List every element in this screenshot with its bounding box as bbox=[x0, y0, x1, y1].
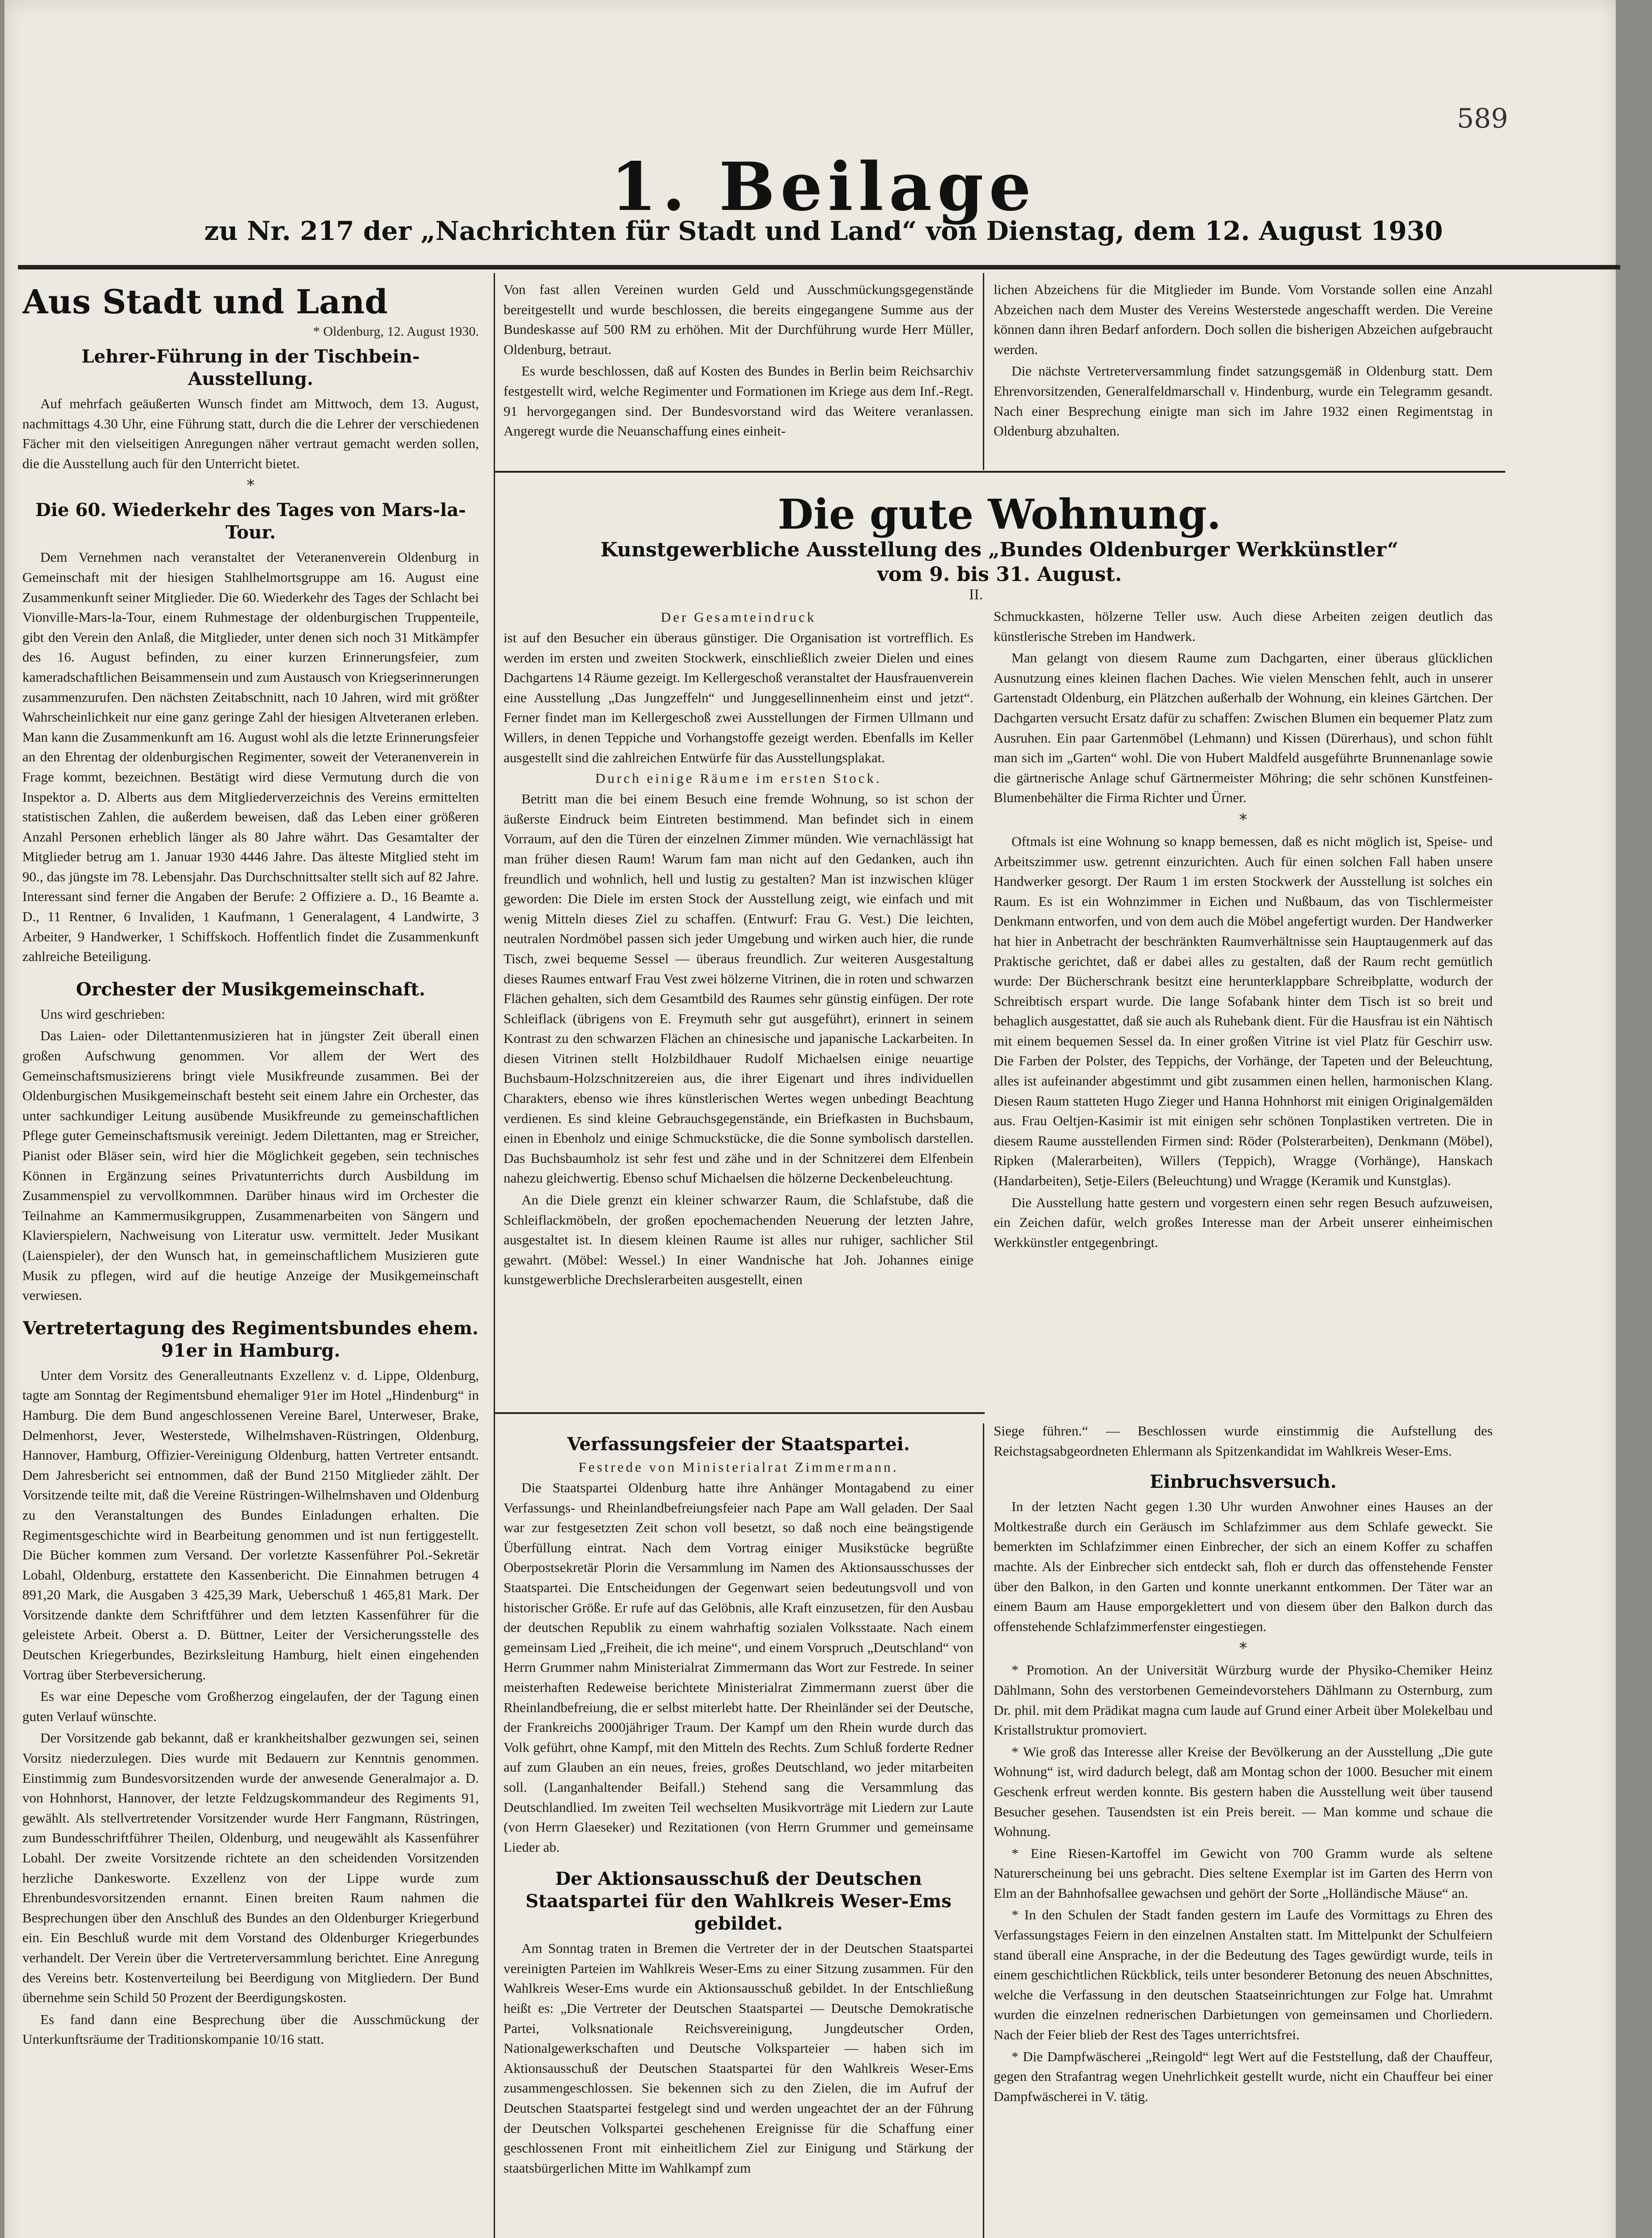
article-paragraph: Von fast allen Vereinen wurden Geld und Ausschmückungsgegenstände bereitgestellt und wurde beschlossen, die bereits eingegangene Summe aus der Bundeskasse auf 500 RM zu erhöhen. Mit der Durchführung wurde Herr Müller, Oldenburg, betraut. bbox=[504, 282, 973, 357]
feature-part-number: II. bbox=[969, 586, 983, 603]
column-rule-2 bbox=[983, 273, 984, 470]
news-item-schulen: * In den Schulen der Stadt fanden gestern im Laufe des Vormittags zu Ehren des Verfassungstages Feiern in den einzelnen Anstalten statt. Im Mittelpunkt der Schulfeiern stand überall eine Ansprache, in der die Bedeutung des Tages gewürdigt wurde, teils in einem geschichtlichen Rückblick, teils unter besonderer Betonung des neuen Abschnittes, welche die Verfassung in den deutschen Staatseinrichtungen zur Folge hat. Umrahmt wurden die einzelnen rednerischen Darbietungen von gemeinsamen und Chorliedern. Nach der Feier blieb der Rest des Tages unterrichtsfrei. bbox=[994, 1907, 1493, 2043]
article-paragraph: Dem Vernehmen nach veranstaltet der Veteranenverein Oldenburg in Gemeinschaft mit der hiesigen Stahlhelmortsgruppe am 16. August eine Zusammenkunft seiner Mitglieder. Die 60. Wiederkehr des Tages der Schlacht bei Vionville-Mars-la-Tour, einem Ruhmestage der oldenburgischen Truppenteile, gibt den Verein den Anlaß, die Mitglieder, unter denen sich noch 31 Mitkämpfer des 16. August befinden, zu einer kurzen Erinnerungsfeier, zum kameradschaftlichen Beisammensein und zum Austausch von Kriegserinnerungen zusammenzurufen. Den nächsten Zeitabschnitt, nach 10 Jahren, wird mit größter Wahrscheinlichkeit nur eine ganz geringe Zahl der hiesigen Altveteranen erleben. Man kann die Zusammenkunft am 16. August wohl als die letzte Erinnerungsfeier an den Ehrentag der oldenburgischen Regimenter, soweit der Veteranenverein in Frage kommt, bezeichnen. Bestätigt wird diese Vermutung durch die von Inspektor a. D. Alberts aus dem Mitgliederverzeichnis des Vereins ermittelten statistischen Zahlen, die außerdem beweisen, daß das Leben einer größeren Anzahl Personen erheblich länger als 80 Jahre währt. Das Gesamtalter der Mitglieder betrug am 1. Januar 1930 4446 Jahre. Das älteste Mitglied steht im 90., das jüngste im 78. Lebensjahr. Das Durchschnittsalter stellt sich auf 82 Jahre. Interessant sind ferner die Angaben der Berufe: 2 Offiziere a. D., 16 Beamte a. D., 11 Rentner, 6 Invaliden, 1 Kaufmann, 1 Generalagent, 4 Landwirte, 3 Arbeiter, 9 Handwerker, 1 Schiffskoch. Hoffentlich findet die Zusammenkunft zahlreiche Beteiligung. bbox=[22, 549, 479, 965]
article-paragraph: Oftmals ist eine Wohnung so knapp bemessen, daß es nicht möglich ist, Speise- und Arbeitszimmer usw. getrennt einzurichten. Auch für einen solchen Fall haben unsere Handwerker gesorgt. Der Raum 1 im ersten Stockwerk der Ausstellung ist solches ein Raum. Es ist ein Wohnzimmer in Eichen und Nußbaum, das von Tischlermeister Denkmann entworfen, und von dem auch die Möbel angefertigt wurden. Der Handwerker hat hier in Anbetracht der beschränkten Raumverhältnisse sein Hauptaugenmerk auf das Praktische gerichtet, daß er dabei alles zu gestalten, daß der Raum recht gemütlich wurde: Der Bücherschrank besitzt eine herunterklappbare Schreibplatte, wodurch der Schreibtisch erspart wurde. Die lange Sofabank hinter dem Tisch ist so breit und behaglich ausgestattet, daß sie auch als Ruhebank dient. Für die Hausfrau ist ein Nähtisch mit einem bequemen Sessel da. In einer großen Vitrine ist viel Platz für Geschirr usw. Die Farben der Polster, des Teppichs, der Vorhänge, der Tapeten und der Beleuchtung, alles ist aufeinander abgestimmt und gibt zusammen einen hellen, harmonischen Klang. Diesen Raum statteten Hugo Zieger und Hanna Hohnhorst mit einigen Originalgemälden aus. Frau Oeltjen-Kasimir ist mit einigen sehr schönen Tonplastiken vertreten. Die in diesem Raume ausstellenden Firmen sind: Röder (Polsterarbeiten), Denkmann (Möbel), Ripken (Malerarbeiten), Willers (Teppich), Wragge (Vorhänge), Hanskach (Handarbeiten), Setje-Eilers (Beleuchtung) und Wragge (Keramik und Kunstglas). bbox=[994, 833, 1493, 1189]
article-title-einbruchsversuch: Einbruchsversuch. bbox=[1149, 1471, 1337, 1493]
column-3-bottom bbox=[994, 1421, 1493, 2238]
feature-frame-bottom bbox=[494, 1412, 985, 1414]
article-paragraph: Betritt man die bei einem Besuch eine fremde Wohnung, so ist schon der äußerste Eindruck beim Eintreten bestimmend. Man befindet sich in einem Vorraum, auf den die Türen der einzelnen Zimmer münden. Wie vernachlässigt hat man früher diesen Raum! Warum fam man nicht auf den Gedanken, auch ihn freundlich und wohnlich, hell und lustig zu gestalten? Man ist inzwischen klüger geworden: Die Diele im ersten Stock der Ausstellung zeigt, wie einfach und mit wenig Mitteln dieses Ziel zu schaffen. (Entwurf: Frau G. Vest.) Die leichten, neutralen Nordmöbel passen sich jeder Umgebung und wirken auch hier, die runde Tisch, zwei bequeme Sessel — überaus freundlich. Zur weiteren Ausgestaltung dieses Raumes entwarf Frau Vest zwei hölzerne Vitrinen, die in roten und schwarzen Flächen gehalten, sich dem Gesamtbild des Raumes sehr günstig einfügen. Der rote Schleiflack (übrigens von E. Freymuth sehr gut ausgeführt), erinnert in seinem Kontrast zu den schwarzen Flächen an chinesische und japanische Lackarbeiten. In diesen Vitrinen stellt Holzbildhauer Rudolf Michaelsen einige neuartige Buchsbaum-Holzschnitzereien aus, die ihrer Eigenart und ihres individuellen Charakters, ebenso wie ihres künstlerischen Wertes wegen unbedingt Beachtung verdienen. Es sind kleine Gebrauchsgegenstände, ein Briefkasten in Buchsbaum, einen in Ebenholz und einige Schmuckstücke, die die Sonne symbolisch darstellen. Das Buchsbaumholz ist sehr fest und zähe und in der Schnitzerei dem Elfenbein nahezu gleichwertig. Ebenso schuf Michaelsen die hölzerne Deckenbeleuchtung. bbox=[504, 791, 973, 1186]
article-paragraph: An die Diele grenzt ein kleiner schwarzer Raum, die Schlafstube, daß die Schleiflackmöbeln, der großen epochemachenden Neuerung der letzten Jahre, ausgestaltet ist. In diesem kleinen Raume ist alles nur ruhiger, sachlicher Stil gewahrt. (Möbel: Wessel.) In einer Wandnische hat Joh. Johannes einige kunstgewerbliche Drechslerarbeiten ausgestellt, einen bbox=[504, 1192, 973, 1288]
section-heading: Aus Stadt und Land bbox=[22, 283, 388, 321]
article-paragraph: In der letzten Nacht gegen 1.30 Uhr wurden Anwohner eines Hauses an der Moltkestraße durch ein Geräusch im Schlafzimmer aus dem Schlafe geweckt. Sie bemerkten im Schlafzimmer einen Einbrecher, der sich an einem Koffer zu schaffen machte. Als der Einbrecher sich entdeckt sah, floh er durch das offenstehende Fenster über den Balkon, in den Garten und konnte unerkannt entkommen. Der Täter war an einem Baum am Hause emporgeklettert und von diesem über den Balkon durch das offenstehende Schlafzimmerfenster eingestiegen. bbox=[994, 1499, 1493, 1634]
article-title-lehrer-fuehrung: Lehrer-Führung in der Tischbein-Ausstellung. bbox=[81, 346, 420, 389]
column-3-top bbox=[994, 280, 1493, 470]
article-paragraph: Siege führen.“ — Beschlossen wurde einstimmig die Aufstellung des Reichstagsabgeordneten Ehlermann als Spitzenkandidat im Wahlkreis Weser-Ems. bbox=[994, 1423, 1493, 1459]
article-paragraph: Unter dem Vorsitz des Generalleutnants Exzellenz v. d. Lippe, Oldenburg, tagte am Sonntag der Regimentsbund ehemaliger 91er im Hotel „Hindenburg“ in Hamburg. Die dem Bund angeschlossenen Vereine Barel, Unterweser, Brake, Delmenhorst, Jever, Westerstede, Wilhelmshaven-Rüstringen, Oldenburg, Hannover, Hamburg, Offizier-Vereinigung Oldenburg, hatten Vertreter entsandt. Dem Jahresbericht sei entnommen, daß der Bund 2150 Mitglieder zählt. Der Vorsitzende teilte mit, daß die Vereine Rüstringen-Wilhelmshaven und Oldenburg zu den Veranstaltungen des Bundes Einladungen erhalten. Die Regimentsgeschichte wird in Bearbeitung genommen und ist nun fertiggestellt. Die Bücher kommen zum Versand. Der vorletzte Kassenführer Pol.-Sekretär Lobahl, Oldenburg, erstattete den Kassenbericht. Die Einnahmen betrugen 4 891,20 Mark, die Ausgaben 3 425,39 Mark, Ueberschuß 1 465,81 Mark. Der Vorsitzende dankte dem Schriftführer und dem letzten Kassenführer für die geleistete Arbeit. Oberst a. D. Büttner, Leiter der Versicherungsstelle des Deutschen Kriegerbundes, Bezirksleitung Hamburg, hielt einen eingehenden Vortrag über Sterbeversicherung. bbox=[22, 1367, 479, 1683]
separator-star: * bbox=[1239, 810, 1247, 829]
article-paragraph: Uns wird geschrieben: bbox=[40, 1006, 165, 1022]
article-title-aktionsausschuss: Der Aktionsausschuß der Deutschen Staatspartei für den Wahlkreis Weser-Ems gebildet. bbox=[525, 1868, 952, 1935]
feature-subheading: Der Gesamteindruck bbox=[661, 609, 816, 625]
page-number: 589 bbox=[1457, 103, 1508, 134]
article-paragraph: Das Laien- oder Dilettantenmusizieren hat in jüngster Zeit überall einen großen Aufschwung genommen. Vor allem der Wert des Gemeinschaftsmusizierens bringt viele Musikfreunde zusammen. Bei der Oldenburgischen Musikgemeinschaft besteht seit einem Jahre ein Orchester, das unter sachkundiger Leitung ausübende Musikfreunde zu gemeinschaftlichen Pflege guter Gemeinschaftsmusik vereinigt. Jedem Dilettanten, mag er Streicher, Pianist oder Bläser sein, wird hier die Möglichkeit gegeben, sein technisches Können in Ergänzung seines Privatunterrichts durch Ausbildung im Zusammenspiel zu vervollkommnen. Darüber hinaus wird im Orchester die Teilnahme an Kammermusikgruppen, Zusammenarbeiten von Sängern und Klavierspielern, Nachweisung von Literatur usw. vermittelt. Jeder Musikant (Laienspieler), der den Wunsch hat, in gemeinschaftlichem Musizieren gute Musik zu pflegen, wird auf die heutige Anzeige der Musikgemeinschaft verwiesen. bbox=[22, 1028, 479, 1303]
article-paragraph: Die Staatspartei Oldenburg hatte ihre Anhänger Montagabend zu einer Verfassungs- und Rheinlandbefreiungsfeier nach Pape am Wall geladen. Der Saal war zur festgesetzten Zeit schon voll besetzt, so daß noch eine beängstigende Überfüllung eintrat. Nach dem Vortrag einiger Musikstücke begrüßte Oberpostsekretär Plorin die Versammlung im Namen des Aktionsausschusses der Staatspartei. Die Entscheidungen der Gegenwart seien bedeutungsvoll und von historischer Größe. Er rufe auf das Gelöbnis, alle Kraft einzusetzen, für den Ausbau der deutschen Republik zu einem wahrhaftig sozialen Volksstaate. Nach einem gemeinsam Lied „Freiheit, die ich meine“, und einem Vorspruch „Deutschland“ von Herrn Grummer nahm Ministerialrat Zimmermann das Wort zur Festrede. In seiner meisterhaften Redeweise berichtete Ministerialrat Zimmermann zuerst über die Rheinlandbefreiung, die er selbst miterlebt hatte. Der Rheinländer sei der Deutsche, der Frankreichs 2000jähriger Traum. Der Kampf um den Rhein wurde durch das Volk geführt, ohne Kampf, mit den Mitteln des Rechts. Zum Schluß forderte Redner auf zum Glauben an ein neues, freies, großes Deutschland, wo jeder mitarbeiten soll. (Langanhaltender Beifall.) Stehend sang die Versammlung das Deutschlandlied. Im zweiten Teil wechselten Musikvorträge mit Liedern zur Laute (von Herrn Glaeseker) und Rezitationen (von Herrn Grummer und gemeinsame Lieder ab. bbox=[504, 1480, 973, 1855]
newspaper-page bbox=[4, 0, 1616, 2238]
feature-title: Die gute Wohnung. bbox=[777, 490, 1221, 538]
dateline: * Oldenburg, 12. August 1930. bbox=[313, 324, 479, 339]
feature-right-column bbox=[994, 606, 1493, 1408]
feature-dates: vom 9. bis 31. August. bbox=[877, 563, 1122, 586]
masthead-subtitle: zu Nr. 217 der „Nachrichten für Stadt und Land“ von Dienstag, dem 12. August 1930 bbox=[204, 216, 1443, 246]
article-paragraph: ist auf den Besucher ein überaus günstiger. Die Organisation ist vortrefflich. Es werden im ersten und zweiten Stockwerk, einschließlich zweier Dielen und eines Dachgartens 14 Räume gezeigt. Im Kellergeschoß veranstaltet der Hausfrauenverein eine Ausstellung „Das Jungzeffeln“ und Junggesellinnenheim einst und jetzt“. Ferner findet man im Kellergeschoß zwei Ausstellungen der Firmen Ullmann und Willers, in denen Teppiche und Vorhangstoffe gezeigt werden. Ebenfalls im Keller ausgestellt sind die zahlreichen Entwürfe für das Ausstellungsplakat. bbox=[504, 630, 973, 765]
article-paragraph: Schmuckkasten, hölzerne Teller usw. Auch diese Arbeiten zeigen deutlich das künstlerische Streben im Handwerk. bbox=[994, 608, 1493, 644]
news-item-promotion: * Promotion. An der Universität Würzburg wurde der Physiko-Chemiker Heinz Dählmann, Sohn des verstorbenen Gemeindevorstehers Dählmann zu Osternburg, zum Dr. phil. mit dem Prädikat magna cum laude auf Grund einer Arbeit über Molekelbau und Kristallstruktur promoviert. bbox=[994, 1662, 1493, 1738]
article-paragraph: Es war eine Depesche vom Großherzog eingelaufen, der der Tagung einen guten Verlauf wünschte. bbox=[22, 1688, 479, 1724]
column-rule-3 bbox=[983, 1423, 984, 2238]
article-subtitle: Festrede von Ministerialrat Zimmermann. bbox=[578, 1459, 899, 1475]
article-paragraph: Am Sonntag traten in Bremen die Vertreter der in der Deutschen Staatspartei vereinigten Parteien im Wahlkreis Weser-Ems zu einer Sitzung zusammen. Für den Wahlkreis Weser-Ems wurde ein Aktionsausschuß gebildet. In der Entschließung heißt es: „Die Vertreter der Deutschen Staatspartei — Deutsche Demokratische Partei, Volksnationale Reichsvereinigung, Jungdeutscher Orden, Nationalgewerkschaften und Deutsche Volksparteier — haben sich im Aktionsausschuß der Deutschen Staatspartei für den Wahlkreis Weser-Ems zusammengeschlossen. Sie bekennen sich zu den Zielen, die im Aufruf der Deutschen Staatspartei festgelegt sind und werden ungeachtet der an der Führung der Deutschen Volkspartei geschehenen Ereignisse für die Schaffung einer geschlossenen Front mit einheitlichem Ziel zur Einigung und Stärkung der staatsbürgerlichen Mitte im Wahlkampf zum bbox=[504, 1940, 973, 2176]
separator-star: * bbox=[1239, 1639, 1247, 1658]
article-paragraph: Es fand dann eine Besprechung über die Ausschmückung der Unterkunftsräume der Traditionskompanie 10/16 statt. bbox=[22, 2011, 479, 2047]
article-paragraph: Der Vorsitzende gab bekannt, daß er krankheitshalber gezwungen sei, seinen Vorsitz niederzulegen. Dies wurde mit Bedauern zur Kenntnis genommen. Einstimmig zum Bundesvorsitzenden wurde der anwesende Generalmajor a. D. von Hohnhorst, Hannover, der letzte Feldzugskommandeur des Regiments 91, gewählt. Als stellvertretender Vorsitzender wurde Herr Fangmann, Rüstringen, zum Bundesschriftführer Theilen, Oldenburg, und neugewählt als Kassenführer Lobahl. Der zweite Vorsitzende richtete an den scheidenden Vorsitzenden herzliche Dankesworte. Exzellenz von der Lippe wurde zum Ehrenbundesvorsitzenden ernannt. Einen breiten Raum nahmen die Besprechungen über den Anschluß des Bundes an den Oldenburger Kriegerbund ein. Ein Beschluß wurde mit dem Vorstand des Oldenburger Kriegerbundes verhandelt. Der Verein über die Vertreterversammlung berichtet. Eine Anregung des Vereins betr. Kostenverteilung bei Beerdigung von Mitgliedern. Der Bund übernehme sein Schild 50 Prozent der Beerdigungskosten. bbox=[22, 1730, 479, 2006]
article-paragraph: Die nächste Vertreterversammlung findet satzungsgemäß in Oldenburg statt. Dem Ehrenvorsitzenden, Generalfeldmarschall v. Hindenburg, wurde ein Telegramm gesandt. Nach einer Besprechung einigte man sich im Jahre 1932 einen Regimentstag in Oldenburg abzuhalten. bbox=[994, 363, 1493, 439]
feature-subheading: Durch einige Räume im ersten Stock. bbox=[595, 770, 882, 786]
feature-frame-top bbox=[494, 471, 1505, 473]
article-title-orchester: Orchester der Musikgemeinschaft. bbox=[76, 978, 426, 1000]
article-title-mars-la-tour: Die 60. Wiederkehr des Tages von Mars-la-Tour. bbox=[35, 500, 466, 543]
column-1 bbox=[22, 274, 479, 2238]
news-item-ausstellung: * Wie groß das Interesse aller Kreise der Bevölkerung an der Ausstellung „Die gute Wohnung“ ist, wird dadurch belegt, daß am Montag schon der 1000. Besucher mit einem Geschenk erfreut werden konnte. Bis gestern haben die Ausstellung weit über tausend Besucher gesehen. Tausendsten ist ein Preis bereit. — Man komme und schaue die Wohnung. bbox=[994, 1743, 1493, 1840]
masthead-title: 1. Beilage bbox=[610, 148, 1037, 226]
article-paragraph: Es wurde beschlossen, daß auf Kosten des Bundes in Berlin beim Reichsarchiv festgestellt wird, welche Regimenter und Formationen im Kriege aus dem Inf.-Regt. 91 hervorgegangen sind. Der Bundesvorstand wird das Weitere veranlassen. Angeregt wurde die Neuanschaffung eines einheit- bbox=[504, 363, 973, 439]
separator-star: * bbox=[247, 476, 255, 495]
article-paragraph: Auf mehrfach geäußerten Wunsch findet am Mittwoch, dem 13. August, nachmittags 4.30 Uhr, eine Führung statt, durch die die Lehrer der verschiedenen Fächer mit den vielseitigen Anregungen näher vertraut gemacht werden sollen, die die Ausstellung auch für den Unterricht bietet. bbox=[22, 396, 479, 471]
feature-subtitle: Kunstgewerbliche Ausstellung des „Bundes Oldenburger Werkkünstler“ bbox=[600, 538, 1399, 561]
news-item-kartoffel: * Eine Riesen-Kartoffel im Gewicht von 700 Gramm wurde als seltene Naturerscheinung bei uns gebracht. Dies seltene Exemplar ist im Garten des Herrn von Elm an der Bahnhofsallee gewachsen und gehört der Sorte „Holländische Mäuse“ an. bbox=[994, 1845, 1493, 1901]
article-paragraph: lichen Abzeichens für die Mitglieder im Bunde. Vom Vorstande sollen eine Anzahl Abzeichen nach dem Muster des Vereins Westerstede angeschafft werden. Die Vereine können dann ihren Bedarf anfordern. Doch sollen die bisherigen Abzeichen aufgebraucht werden. bbox=[994, 282, 1493, 357]
article-paragraph: Man gelangt von diesem Raume zum Dachgarten, einer überaus glücklichen Ausnutzung eines kleinen flachen Daches. Wie vielen Menschen fehlt, auch in unserer Gartenstadt Oldenburg, ein Plätzchen außerhalb der Wohnung, ein kleines Gärtchen. Der Dachgarten versucht Ersatz dafür zu schaffen: Zwischen Blumen ein bequemer Platz zum Ausruhen. Ein paar Gartenmöbel (Lehmann) und Kissen (Dürerhaus), und schon fühlt man sich im „Garten“ wohl. Die von Hubert Maldfeld ausgeführte Brunnenanlage sowie die gärtnerische Anlage schuf Gärtnermeister Möhring; die sehr schönen Kunstfeinen-Blumenbehälter die Firma Richter und Ürner. bbox=[994, 650, 1493, 806]
column-2-top bbox=[504, 280, 973, 470]
news-item-dampfwaescherei: * Die Dampfwäscherei „Reingold“ legt Wert auf die Feststellung, daß der Chauffeur, gegen den Strafantrag wegen Unehrlichkeit gestellt wurde, nicht ein Chauffeur bei einer Dampfwäscherei in V. tätig. bbox=[994, 2048, 1493, 2104]
article-paragraph: Die Ausstellung hatte gestern und vorgestern einen sehr regen Besuch aufzuweisen, ein Zeichen dafür, welch großes Interesse man der Arbeit unserer einheimischen Werkkünstler entgegenbringt. bbox=[994, 1194, 1493, 1250]
article-title-vertretertagung: Vertretertagung des Regimentsbundes ehem. 91er in Hamburg. bbox=[22, 1317, 479, 1361]
masthead-rule bbox=[18, 265, 1620, 269]
article-title-verfassungsfeier: Verfassungsfeier der Staatspartei. bbox=[567, 1434, 910, 1455]
column-2-bottom bbox=[504, 1419, 973, 2238]
feature-left-column bbox=[504, 606, 973, 1408]
